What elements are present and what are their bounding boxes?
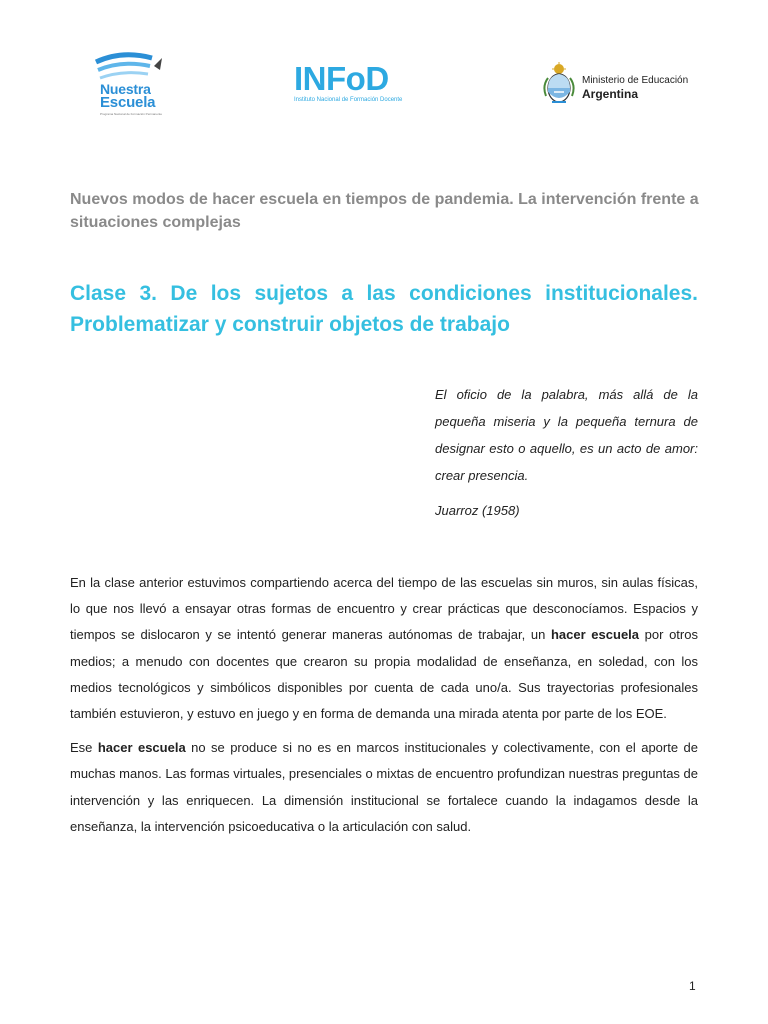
- body-paragraph-2-bold: hacer escuela: [97, 740, 186, 756]
- body-text: [70, 570, 698, 848]
- page-number: 1: [689, 979, 696, 993]
- nuestra-escuela-arc-icon: [92, 48, 172, 84]
- body-paragraph-2-text-b: no se produce si no es en marcos institucionales y colectivamente, con el aporte de muchas manos. Las formas virtuales, presenciales o mixtas de encuentro profundizan nuestras preguntas de intervención y las enriquecen. La dimensión institucional se fortalece cuando la indagamos desde la enseñanza, la intervención psicoeducativa o la articulación con salud.: [70, 740, 698, 834]
- epigraph-author: Juarroz (1958): [435, 503, 520, 518]
- infod-logo: [294, 62, 424, 112]
- nuestra-escuela-subtitle: Programa Nacional de Formación Permanente: [100, 112, 163, 116]
- epigraph-quote: El oficio de la palabra, más allá de la pequeña miseria y la pequeña ternura de designar esto o aquello, es un acto de amor: crear presencia.: [435, 387, 698, 483]
- ministerio-logo: [542, 62, 692, 112]
- nuestra-escuela-line1: Nuestra: [100, 81, 151, 97]
- ministerio-line1: Ministerio de Educación: [582, 75, 689, 86]
- body-paragraph-1: [70, 570, 698, 727]
- ministerio-line2: Argentina: [582, 87, 639, 101]
- body-paragraph-2-text-a: Ese: [70, 740, 98, 756]
- infod-subtitle: Instituto Nacional de Formación Docente: [294, 97, 403, 103]
- body-paragraph-2: [70, 735, 698, 840]
- body-paragraph-1-bold: hacer escuela: [550, 627, 640, 643]
- national-coat-of-arms-icon: [542, 62, 576, 106]
- nuestra-escuela-logo: [92, 48, 172, 120]
- nuestra-escuela-line2: Escuela: [100, 94, 156, 111]
- infod-name: INFoD: [294, 60, 389, 97]
- body-paragraph-1-text-b: por otros medios; a menudo con docentes que crearon su propia modalidad de enseñanza, en soledad, con los medios tecnológicos y simbólicos disponibles por cuenta de cada uno/a. Sus trayectorias profesionales también estuvieron, y estuvo en juego y en forma de demanda una mirada atenta por parte de los EOE.: [70, 627, 698, 722]
- page-header: [0, 44, 768, 124]
- class-title: Clase 3. De los sujetos a las condiciones institucionales. Problematizar y construir objetos de trabajo: [70, 282, 698, 336]
- body-paragraph-1-text-a: En la clase anterior estuvimos compartiendo acerca del tiempo de las escuelas sin muros, sin aulas físicas, lo que nos llevó a ensayar otras formas de encuentro y crear prácticas que desconocíamos. Espacios y tiempos se dislocaron y se intentó generar maneras autónomas de trabajar, un: [70, 575, 698, 643]
- course-title: Nuevos modos de hacer escuela en tiempos de pandemia. La intervención frente a situaciones complejas: [70, 191, 699, 231]
